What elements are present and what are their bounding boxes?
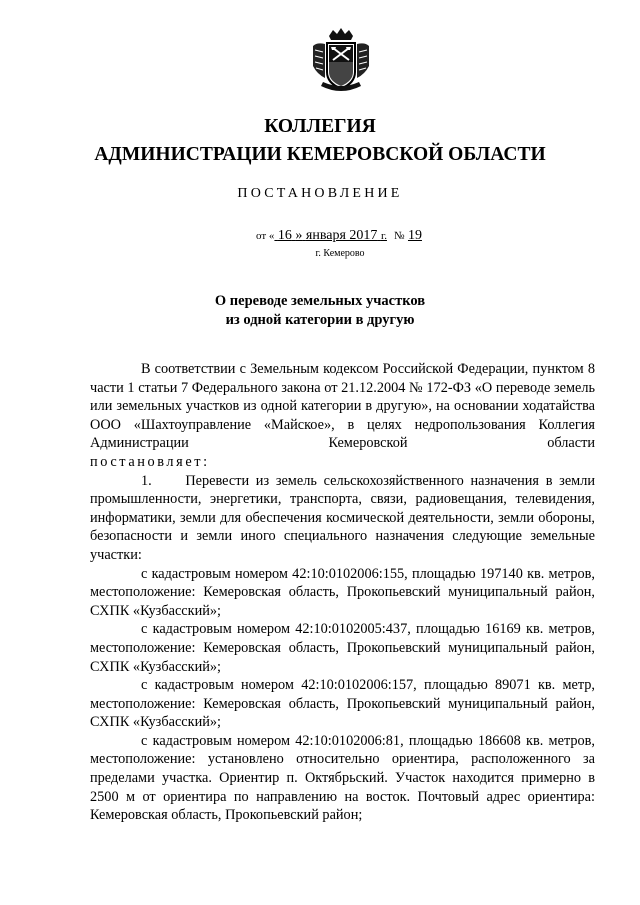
parcel-item: с кадастровым номером 42:10:0102006:155, площадью 197140 кв. метров, местоположение: Кемеровская область, Прокопьевский муниципальный район, СХПК «Кузбасский»; [90,565,595,619]
kemerovo-region-coat-of-arms-icon [311,28,371,96]
parcel-item: с кадастровым номером 42:10:0102006:157, площадью 89071 кв. метр, местоположение: Кемеровская область, Прокопьевский муниципальный район, СХПК «Кузбасский»; [90,677,595,731]
number-label: № [393,230,405,242]
city: г. Кемерово [315,248,365,259]
parcel-item: с кадастровым номером 42:10:0102006:81, площадью 186608 кв. метров, местоположение: установлено относительно ориентира, расположенного за пределами участка. Ориентир п. Октябрьский. Участок находится примерно в 2500 м от ориентира по направлению на восток. Почтовый адрес ориентира: Кемеровская область, Прокопьевский район; [90,732,595,824]
intro-paragraph: В соответствии с Земельным кодексом Российской Федерации, пунктом 8 части 1 статьи 7 Федерального закона от 21.12.2004 № 172-ФЗ «О переводе земель или земельных участков из одной категории в другую», на основании ходатайства ООО «Шахтоуправление «Майское», в целях недропользования Коллегия Администрации Кемеровской области [90,361,595,452]
parcel-item: с кадастровым номером 42:10:0102005:437, площадью 16169 кв. метров, местоположение: Кемеровская область, Прокопьевский муниципальный район, СХПК «Кузбасский»; [90,621,595,675]
subject-line-2: из одной категории в другую [225,312,415,328]
document-number: 19 [407,228,422,243]
date-day: 16 » января 2017 г. [277,228,387,243]
document-body [90,360,595,825]
document-type: ПОСТАНОВЛЕНИЕ [237,186,403,201]
decision-word: постановляет: [90,453,210,470]
item-1-paragraph: 1. Перевести из земель сельскохозяйственного назначения в земли промышленности, энергетики, транспорта, связи, радиовещания, телевидения, информатики, земли для обеспечения космической деятельности, земли обороны, безопасности и земли иного специального назначения следующие земельные участки: [90,472,595,563]
organization-line-2: АДМИНИСТРАЦИИ КЕМЕРОВСКОЙ ОБЛАСТИ [94,144,546,165]
date-prefix: от « [256,230,275,242]
document-subject [0,292,640,330]
date-line [256,228,422,244]
organization-line-1: КОЛЛЕГИЯ [264,116,376,137]
subject-line-1: О переводе земельных участков [214,293,426,309]
